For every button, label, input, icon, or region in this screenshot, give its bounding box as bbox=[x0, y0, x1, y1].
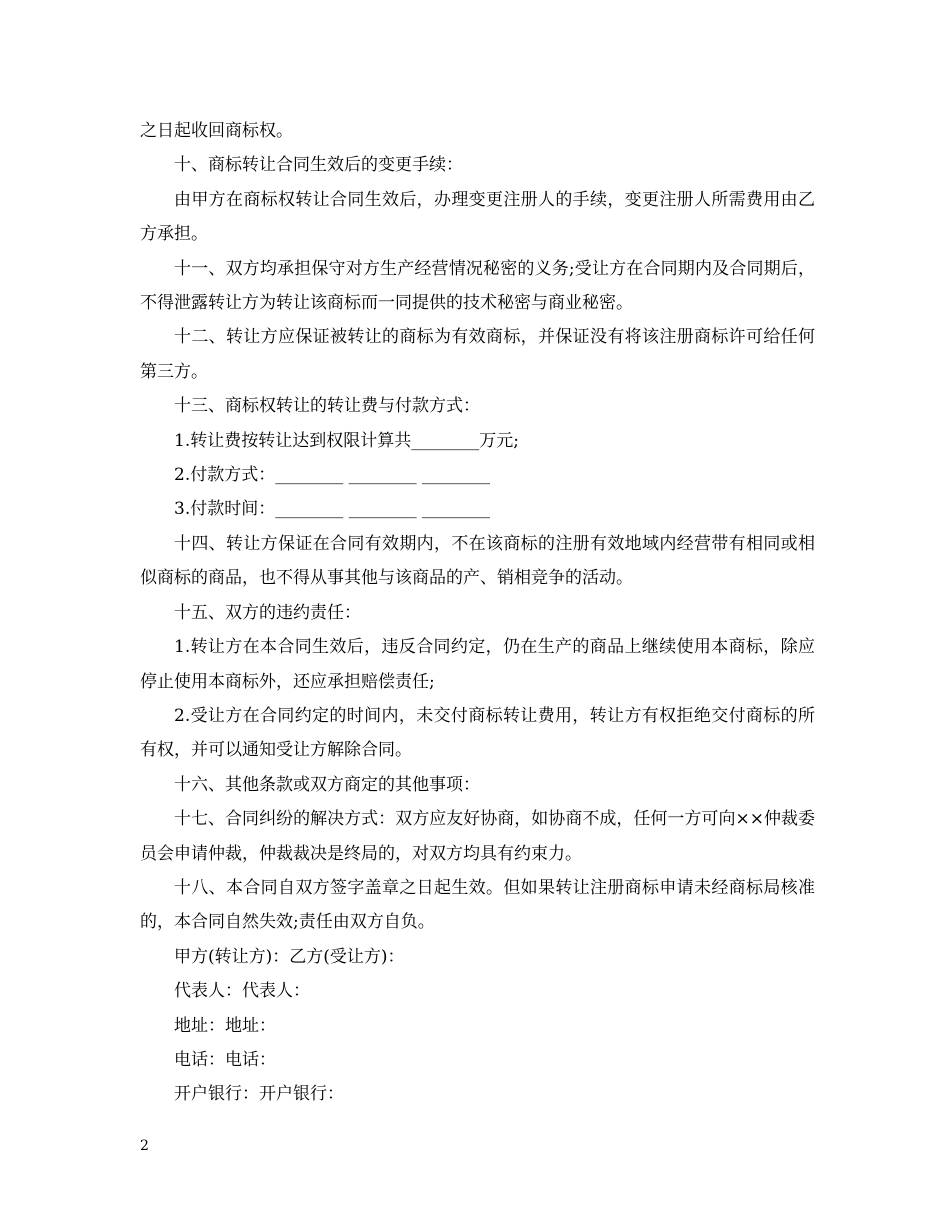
paragraph: 开户银行：开户银行： bbox=[174, 1084, 344, 1105]
paragraph: 十五、双方的违约责任： bbox=[174, 602, 361, 623]
paragraph: 电话：电话： bbox=[174, 1049, 276, 1070]
paragraph: 之日起收回商标权。 bbox=[140, 121, 293, 141]
paragraph: 由甲方在商标权转让合同生效后，办理变更注册人的手续，变更注册人所需费用由乙方承担。 bbox=[140, 189, 815, 245]
paragraph: 3.付款时间：________ ________ ________ bbox=[174, 499, 491, 520]
paragraph: 甲方(转让方)：乙方(受让方)： bbox=[174, 946, 405, 967]
paragraph: 代表人：代表人： bbox=[174, 981, 310, 1002]
paragraph: 地址：地址： bbox=[174, 1015, 276, 1036]
paragraph: 2.付款方式：________ ________ ________ bbox=[174, 465, 491, 486]
paragraph: 十六、其他条款或双方商定的其他事项： bbox=[174, 774, 480, 795]
paragraph: 十七、合同纠纷的解决方式：双方应友好协商，如协商不成，任何一方可向××仲裁委员会申请仲裁，仲裁裁决是终局的，对双方均具有约束力。 bbox=[140, 809, 815, 864]
paragraph: 十二、转让方应保证被转让的商标为有效商标，并保证没有将该注册商标许可给任何第三方。 bbox=[140, 327, 815, 382]
paragraph: 1.转让方在本合同生效后，违反合同约定，仍在生产的商品上继续使用本商标，除应停止使用本商标外，还应承担赔偿责任; bbox=[140, 637, 815, 692]
paragraph: 十、商标转让合同生效后的变更手续： bbox=[174, 155, 463, 176]
paragraph: 十一、双方均承担保守对方生产经营情况秘密的义务;受让方在合同期内及合同期后，不得泄露转让方为转让该商标而一同提供的技术秘密与商业秘密。 bbox=[140, 258, 815, 314]
page-number: 2 bbox=[140, 1138, 149, 1154]
paragraph: 十四、转让方保证在合同有效期内，不在该商标的注册有效地域内经营带有相同或相似商标的商品，也不得从事其他与该商品的产、销相竞争的活动。 bbox=[140, 533, 815, 589]
paragraph: 十八、本合同自双方签字盖章之日起生效。但如果转让注册商标申请未经商标局核准的，本合同自然失效;责任由双方自负。 bbox=[140, 877, 815, 933]
document-body bbox=[140, 114, 815, 1112]
paragraph: 1.转让费按转让达到权限计算共________万元; bbox=[174, 430, 519, 451]
paragraph: 2.受让方在合同约定的时间内，未交付商标转让费用，转让方有权拒绝交付商标的所有权，并可以通知受让方解除合同。 bbox=[140, 705, 815, 761]
paragraph: 十三、商标权转让的转让费与付款方式： bbox=[174, 396, 480, 417]
